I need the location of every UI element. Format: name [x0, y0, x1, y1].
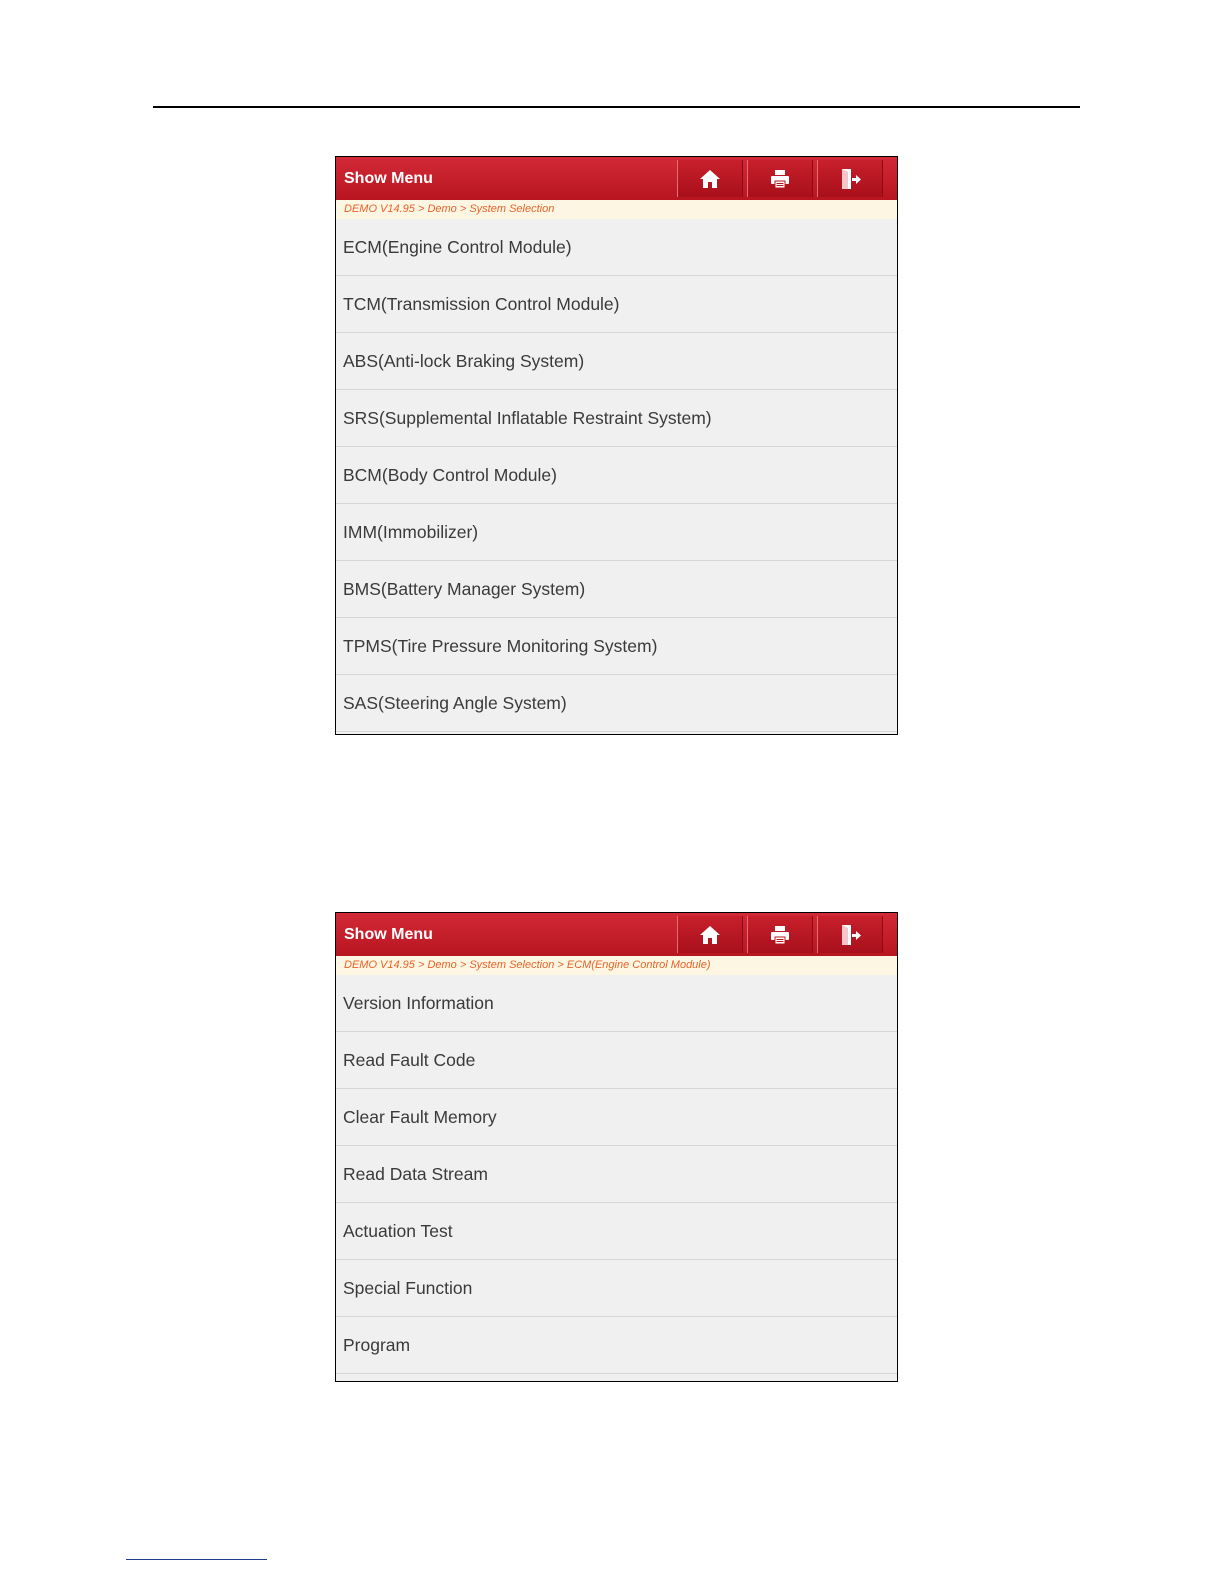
- system-selection-screen: [335, 156, 898, 735]
- screen-title: Show Menu: [344, 169, 433, 187]
- menu-item-program[interactable]: Program: [336, 1317, 897, 1374]
- menu-item-sas[interactable]: SAS(Steering Angle System): [336, 675, 897, 732]
- print-button[interactable]: [747, 160, 813, 197]
- title-bar: [336, 913, 897, 956]
- print-button[interactable]: [747, 916, 813, 953]
- menu-item-version-information[interactable]: Version Information: [336, 975, 897, 1032]
- screen-title: Show Menu: [344, 925, 433, 943]
- breadcrumb: DEMO V14.95 > Demo > System Selection > ECM(Engine Control Module): [336, 956, 897, 975]
- menu-item-abs[interactable]: ABS(Anti-lock Braking System): [336, 333, 897, 390]
- breadcrumb: DEMO V14.95 > Demo > System Selection: [336, 200, 897, 219]
- exit-icon: [838, 923, 862, 947]
- menu-item-read-fault-code[interactable]: Read Fault Code: [336, 1032, 897, 1089]
- exit-icon: [838, 167, 862, 191]
- home-icon: [698, 923, 722, 947]
- exit-button[interactable]: [817, 916, 883, 953]
- menu-item-srs[interactable]: SRS(Supplemental Inflatable Restraint System): [336, 390, 897, 447]
- menu-item-bcm[interactable]: BCM(Body Control Module): [336, 447, 897, 504]
- menu-list: [336, 219, 897, 732]
- title-bar: [336, 157, 897, 200]
- exit-button[interactable]: [817, 160, 883, 197]
- menu-item-clear-fault-memory[interactable]: Clear Fault Memory: [336, 1089, 897, 1146]
- home-button[interactable]: [677, 916, 743, 953]
- menu-item-read-data-stream[interactable]: Read Data Stream: [336, 1146, 897, 1203]
- menu-item-tcm[interactable]: TCM(Transmission Control Module): [336, 276, 897, 333]
- printer-icon: [768, 923, 792, 947]
- menu-item-actuation-test[interactable]: Actuation Test: [336, 1203, 897, 1260]
- printer-icon: [768, 167, 792, 191]
- menu-list: [336, 975, 897, 1374]
- footer-link-underline: [126, 1559, 267, 1560]
- menu-item-bms[interactable]: BMS(Battery Manager System): [336, 561, 897, 618]
- menu-item-ecm[interactable]: ECM(Engine Control Module): [336, 219, 897, 276]
- menu-item-special-function[interactable]: Special Function: [336, 1260, 897, 1317]
- ecm-function-screen: [335, 912, 898, 1382]
- home-icon: [698, 167, 722, 191]
- menu-item-imm[interactable]: IMM(Immobilizer): [336, 504, 897, 561]
- menu-item-tpms[interactable]: TPMS(Tire Pressure Monitoring System): [336, 618, 897, 675]
- home-button[interactable]: [677, 160, 743, 197]
- page-header-rule: [153, 106, 1080, 108]
